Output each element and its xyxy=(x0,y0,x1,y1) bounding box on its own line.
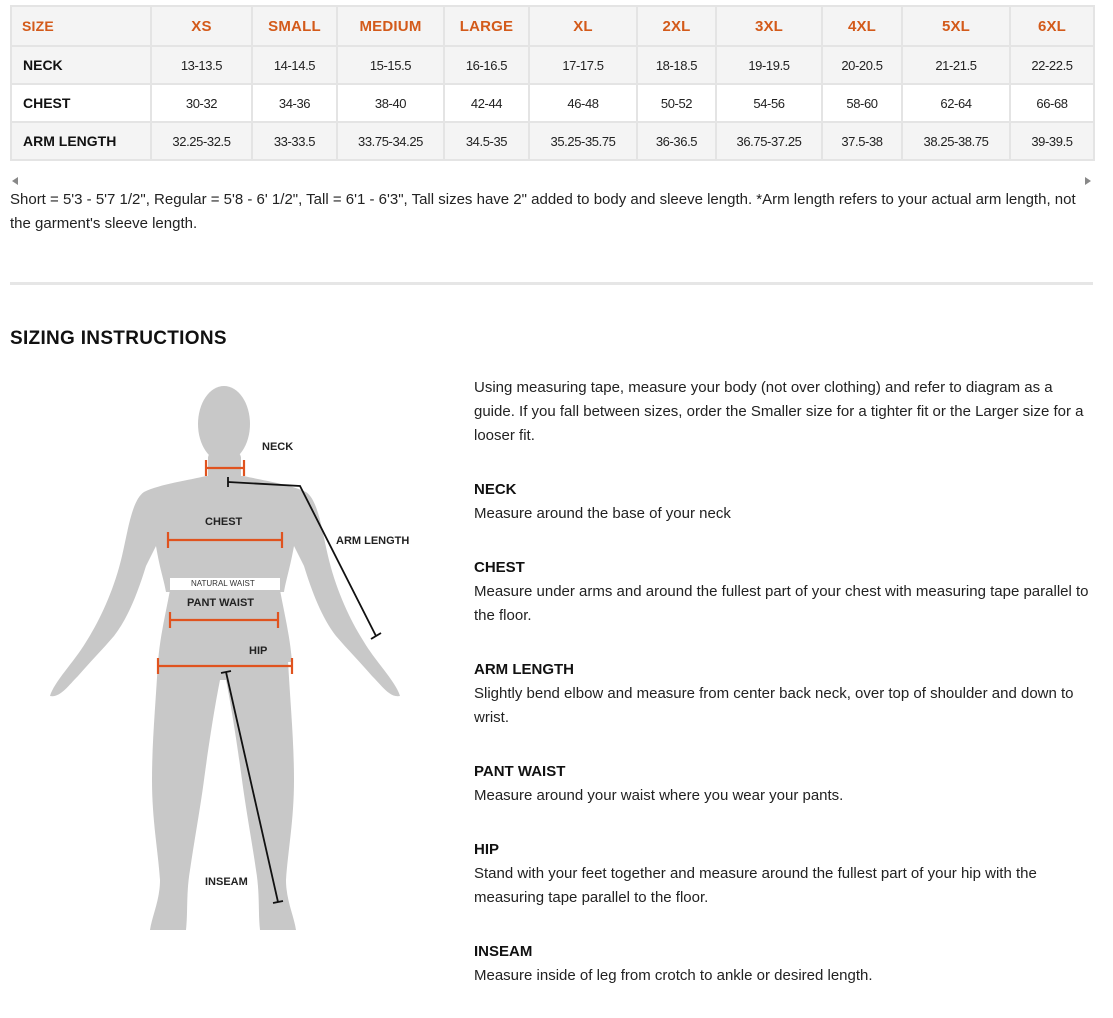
table-row xyxy=(11,84,1094,122)
table-cell: 37.5-38 xyxy=(822,122,902,160)
label-inseam: INSEAM xyxy=(205,876,248,888)
table-cell: 54-56 xyxy=(716,84,822,122)
instruction-hip xyxy=(474,838,1094,910)
table-cell: 46-48 xyxy=(529,84,637,122)
instruction-text: Measure inside of leg from crotch to ankle or desired length. xyxy=(474,967,873,984)
table-cell: 36.75-37.25 xyxy=(716,122,822,160)
table-cell: 22-22.5 xyxy=(1010,46,1094,84)
instruction-heading: PANT WAIST xyxy=(474,763,566,780)
instruction-text: Measure around the base of your neck xyxy=(474,505,731,522)
instruction-arm-length xyxy=(474,658,1094,730)
instruction-text: Slightly bend elbow and measure from center back neck, over top of shoulder and down to wrist. xyxy=(474,685,1074,726)
table-cell: 42-44 xyxy=(444,84,529,122)
instruction-chest xyxy=(474,556,1094,628)
instruction-pant-waist xyxy=(474,760,1094,808)
table-cell: 15-15.5 xyxy=(337,46,444,84)
horizontal-scrollbar[interactable] xyxy=(10,175,1093,187)
label-arm-length: ARM LENGTH xyxy=(336,535,410,547)
table-cell: 36-36.5 xyxy=(637,122,716,160)
fit-note: Short = 5'3 - 5'7 1/2", Regular = 5'8 - 6' 1/2", Tall = 6'1 - 6'3", Tall sizes have 2" added to body and sleeve length. *Arm length refers to your actual arm length, not the garment's sleeve length. xyxy=(10,191,1076,232)
size-header-cell: SMALL xyxy=(252,6,337,46)
row-label-neck: NECK xyxy=(11,46,151,84)
instruction-heading: ARM LENGTH xyxy=(474,661,574,678)
size-header-cell: 2XL xyxy=(637,6,716,46)
section-divider xyxy=(10,282,1093,285)
label-neck: NECK xyxy=(262,441,294,453)
instruction-inseam xyxy=(474,940,1094,988)
table-cell: 62-64 xyxy=(902,84,1010,122)
size-header-cell: 5XL xyxy=(902,6,1010,46)
body-measurement-diagram xyxy=(40,380,440,940)
table-cell: 50-52 xyxy=(637,84,716,122)
instruction-heading: CHEST xyxy=(474,559,525,576)
scroll-left-icon[interactable] xyxy=(12,177,18,185)
instruction-heading: NECK xyxy=(474,481,517,498)
table-cell: 39-39.5 xyxy=(1010,122,1094,160)
size-header-label: SIZE xyxy=(11,6,151,46)
instruction-neck xyxy=(474,478,1094,526)
label-pant-waist: PANT WAIST xyxy=(187,597,255,609)
label-hip: HIP xyxy=(249,645,268,657)
scroll-right-icon[interactable] xyxy=(1085,177,1091,185)
instructions-intro: Using measuring tape, measure your body (not over clothing) and refer to diagram as a guide. If you fall between sizes, order the Smaller size for a tighter fit or the Larger size for a looser fit. xyxy=(474,379,1084,444)
table-cell: 33-33.5 xyxy=(252,122,337,160)
size-header-cell: 3XL xyxy=(716,6,822,46)
label-chest: CHEST xyxy=(205,516,243,528)
table-cell: 19-19.5 xyxy=(716,46,822,84)
table-cell: 33.75-34.25 xyxy=(337,122,444,160)
instruction-text: Measure around your waist where you wear your pants. xyxy=(474,787,844,804)
table-cell: 20-20.5 xyxy=(822,46,902,84)
label-natural-waist: NATURAL WAIST xyxy=(191,579,255,588)
row-label-chest: CHEST xyxy=(11,84,151,122)
size-chart-table xyxy=(10,5,1095,161)
table-cell: 13-13.5 xyxy=(151,46,252,84)
table-cell: 30-32 xyxy=(151,84,252,122)
table-cell: 14-14.5 xyxy=(252,46,337,84)
instruction-text: Stand with your feet together and measure around the fullest part of your hip with the measuring tape parallel to the floor. xyxy=(474,865,1037,906)
size-header-cell: LARGE xyxy=(444,6,529,46)
size-header-cell: XS xyxy=(151,6,252,46)
table-cell: 38-40 xyxy=(337,84,444,122)
body-silhouette-illustration xyxy=(40,380,440,940)
size-header-cell: 6XL xyxy=(1010,6,1094,46)
table-cell: 66-68 xyxy=(1010,84,1094,122)
size-chart-table-wrapper[interactable] xyxy=(10,5,1093,161)
instruction-text: Measure under arms and around the fullest part of your chest with measuring tape parallel to the floor. xyxy=(474,583,1089,624)
size-header-cell: XL xyxy=(529,6,637,46)
size-header-cell: 4XL xyxy=(822,6,902,46)
table-cell: 17-17.5 xyxy=(529,46,637,84)
row-label-arm-length: ARM LENGTH xyxy=(11,122,151,160)
instruction-heading: HIP xyxy=(474,841,500,858)
table-cell: 35.25-35.75 xyxy=(529,122,637,160)
table-cell: 58-60 xyxy=(822,84,902,122)
table-cell: 16-16.5 xyxy=(444,46,529,84)
section-title: SIZING INSTRUCTIONS xyxy=(10,328,227,349)
table-cell: 21-21.5 xyxy=(902,46,1010,84)
size-header-cell: MEDIUM xyxy=(337,6,444,46)
table-row xyxy=(11,122,1094,160)
table-cell: 18-18.5 xyxy=(637,46,716,84)
size-header-row xyxy=(11,6,1094,46)
table-row xyxy=(11,46,1094,84)
instruction-heading: INSEAM xyxy=(474,943,533,960)
table-cell: 34-36 xyxy=(252,84,337,122)
table-cell: 38.25-38.75 xyxy=(902,122,1010,160)
table-cell: 34.5-35 xyxy=(444,122,529,160)
sizing-instructions xyxy=(474,376,1094,1018)
table-cell: 32.25-32.5 xyxy=(151,122,252,160)
